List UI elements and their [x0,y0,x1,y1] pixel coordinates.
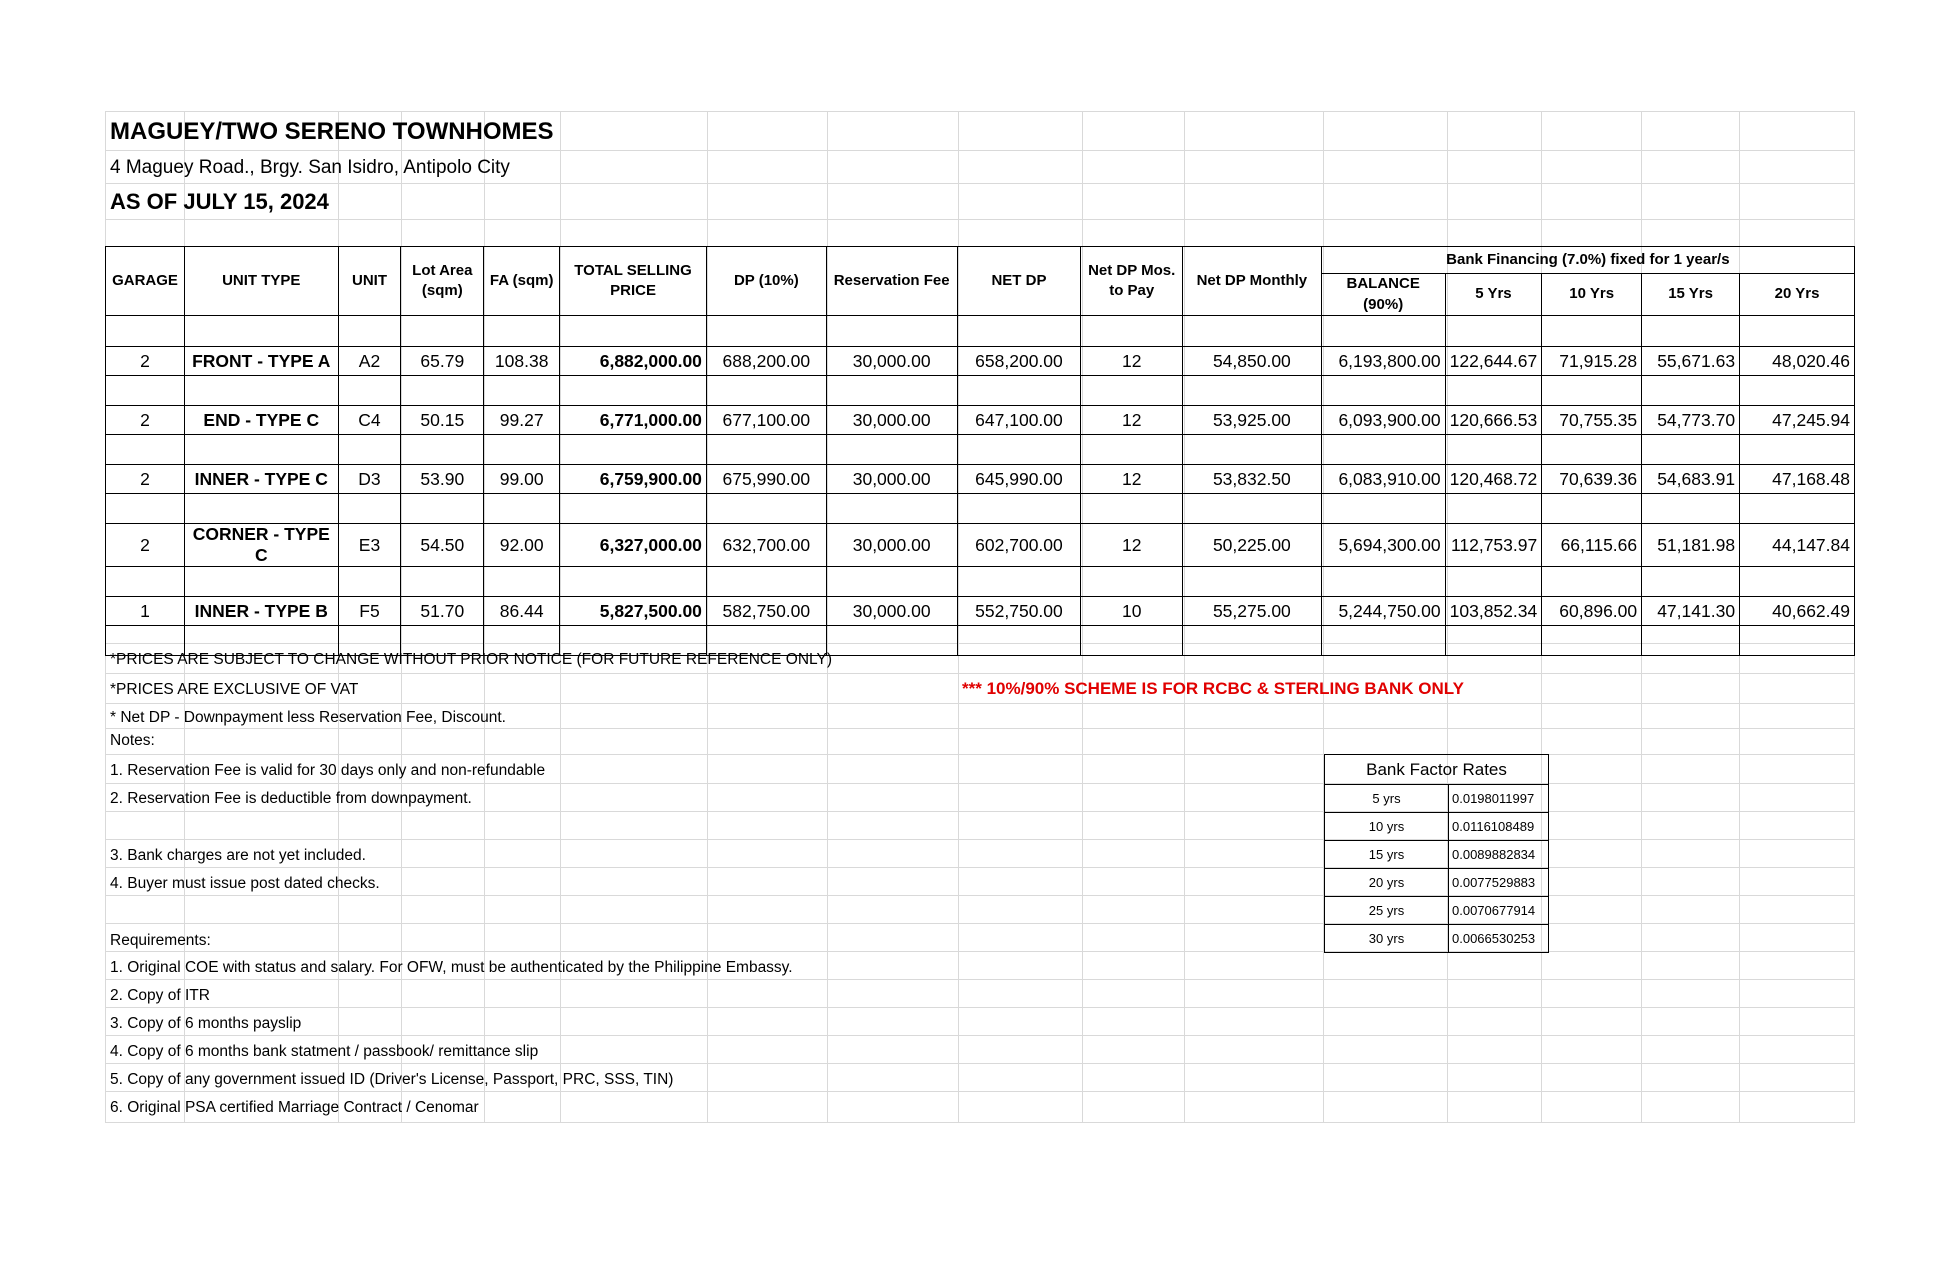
cell-net-dp-mos: 10 [1081,597,1183,626]
cell-lot-area: 50.15 [401,406,484,435]
factor-rate: 0.0077529883 [1449,869,1549,897]
cell-20-yrs: 48,020.46 [1740,347,1855,376]
cell-garage: 2 [106,406,185,435]
cell-net-dp-monthly: 53,832.50 [1183,465,1322,494]
price-table [105,246,1855,656]
cell-unit: E3 [338,524,401,567]
cell-reservation-fee: 30,000.00 [826,597,957,626]
cell-total-selling-price: 6,759,900.00 [560,465,707,494]
page-title: MAGUEY/TWO SERENO TOWNHOMES [110,118,554,145]
cell-garage: 2 [106,524,185,567]
cell-lot-area: 65.79 [401,347,484,376]
spacer-row [106,567,1855,597]
cell-net-dp-monthly: 50,225.00 [1183,524,1322,567]
col-header-fa: FA (sqm) [484,247,560,316]
gridline [105,728,1855,729]
factor-term: 15 yrs [1325,841,1449,869]
cell-5-yrs: 103,852.34 [1445,597,1542,626]
gridline [105,811,1855,812]
notes-label: Notes: [110,732,155,749]
col-header-net-dp-mos: Net DP Mos. to Pay [1081,247,1183,316]
cell-unit-type: END - TYPE C [184,406,338,435]
table-row [106,597,1855,626]
factor-term: 20 yrs [1325,869,1449,897]
cell-lot-area: 54.50 [401,524,484,567]
col-header-15-yrs: 15 Yrs [1642,274,1740,316]
requirement-item: 2. Copy of ITR [110,987,210,1004]
table-row [106,465,1855,494]
cell-balance: 6,193,800.00 [1321,347,1445,376]
vat-notice: *PRICES ARE EXCLUSIVE OF VAT [110,681,359,698]
cell-fa: 99.00 [484,465,560,494]
cell-net-dp-monthly: 53,925.00 [1183,406,1322,435]
gridline [105,979,1855,980]
factor-row [1325,841,1549,869]
cell-unit-type: FRONT - TYPE A [184,347,338,376]
factor-row [1325,813,1549,841]
cell-reservation-fee: 30,000.00 [826,347,957,376]
cell-garage: 2 [106,465,185,494]
cell-fa: 86.44 [484,597,560,626]
cell-unit: A2 [338,347,401,376]
cell-unit: D3 [338,465,401,494]
requirement-item: 3. Copy of 6 months payslip [110,1015,302,1032]
gridline [105,783,1855,784]
note-item: 4. Buyer must issue post dated checks. [110,875,380,892]
cell-fa: 92.00 [484,524,560,567]
col-header-net-dp: NET DP [957,247,1081,316]
as-of-date: AS OF JULY 15, 2024 [110,189,329,214]
table-header-row [106,247,1855,274]
factor-term: 5 yrs [1325,785,1449,813]
cell-fa: 108.38 [484,347,560,376]
cell-net-dp-mos: 12 [1081,406,1183,435]
cell-net-dp-monthly: 54,850.00 [1183,347,1322,376]
col-header-unit-type: UNIT TYPE [184,247,338,316]
cell-total-selling-price: 6,882,000.00 [560,347,707,376]
spacer-row [106,316,1855,347]
col-header-total-selling-price: TOTAL SELLING PRICE [560,247,707,316]
cell-5-yrs: 122,644.67 [1445,347,1542,376]
cell-garage: 2 [106,347,185,376]
cell-10-yrs: 70,639.36 [1542,465,1642,494]
col-header-garage: GARAGE [106,247,185,316]
cell-dp: 582,750.00 [706,597,826,626]
spacer-row [106,494,1855,524]
cell-lot-area: 51.70 [401,597,484,626]
cell-10-yrs: 70,755.35 [1542,406,1642,435]
note-item: 2. Reservation Fee is deductible from downpayment. [110,790,472,807]
gridline [105,1091,1855,1092]
gridline [105,111,1855,112]
cell-dp: 677,100.00 [706,406,826,435]
cell-reservation-fee: 30,000.00 [826,465,957,494]
gridline [105,754,1855,755]
spreadsheet-page [105,111,1855,1123]
cell-net-dp: 658,200.00 [957,347,1081,376]
requirement-item: 4. Copy of 6 months bank statment / passbook/ remittance slip [110,1043,539,1060]
col-header-10-yrs: 10 Yrs [1542,274,1642,316]
cell-net-dp: 647,100.00 [957,406,1081,435]
gridline [105,839,1855,840]
cell-15-yrs: 54,683.91 [1642,465,1740,494]
col-header-reservation-fee: Reservation Fee [826,247,957,316]
cell-20-yrs: 47,168.48 [1740,465,1855,494]
gridline [105,951,1855,952]
cell-20-yrs: 47,245.94 [1740,406,1855,435]
requirement-item: 6. Original PSA certified Marriage Contract / Cenomar [110,1099,479,1116]
gridline [105,703,1855,704]
cell-5-yrs: 120,468.72 [1445,465,1542,494]
factor-row [1325,897,1549,925]
spacer-row [106,435,1855,465]
cell-total-selling-price: 6,771,000.00 [560,406,707,435]
cell-10-yrs: 71,915.28 [1542,347,1642,376]
factor-rate: 0.0070677914 [1449,897,1549,925]
col-header-net-dp-monthly: Net DP Monthly [1183,247,1322,316]
bank-factor-rates-title: Bank Factor Rates [1325,755,1549,785]
col-header-5-yrs: 5 Yrs [1445,274,1542,316]
gridline [105,1035,1855,1036]
cell-balance: 5,694,300.00 [1321,524,1445,567]
cell-fa: 99.27 [484,406,560,435]
factor-term: 10 yrs [1325,813,1449,841]
cell-unit: C4 [338,406,401,435]
gridline [105,895,1855,896]
factor-term: 30 yrs [1325,925,1449,953]
requirement-item: 5. Copy of any government issued ID (Driver's License, Passport, PRC, SSS, TIN) [110,1071,674,1088]
cell-total-selling-price: 6,327,000.00 [560,524,707,567]
bank-scheme-notice: *** 10%/90% SCHEME IS FOR RCBC & STERLING BANK ONLY [962,679,1464,698]
cell-lot-area: 53.90 [401,465,484,494]
col-header-bank-financing: Bank Financing (7.0%) fixed for 1 year/s [1321,247,1854,274]
gridline [105,673,1855,674]
net-dp-definition: * Net DP - Downpayment less Reservation Fee, Discount. [110,709,506,726]
cell-15-yrs: 47,141.30 [1642,597,1740,626]
cell-net-dp: 552,750.00 [957,597,1081,626]
factor-row [1325,785,1549,813]
cell-net-dp-mos: 12 [1081,524,1183,567]
table-row [106,406,1855,435]
gridline [105,183,1855,184]
cell-15-yrs: 54,773.70 [1642,406,1740,435]
cell-dp: 675,990.00 [706,465,826,494]
cell-5-yrs: 120,666.53 [1445,406,1542,435]
gridline [105,1007,1855,1008]
col-header-dp: DP (10%) [706,247,826,316]
cell-net-dp-monthly: 55,275.00 [1183,597,1322,626]
gridline [105,1122,1855,1123]
cell-dp: 688,200.00 [706,347,826,376]
cell-10-yrs: 60,896.00 [1542,597,1642,626]
table-row [106,524,1855,567]
table-row [106,347,1855,376]
cell-reservation-fee: 30,000.00 [826,524,957,567]
factor-rate: 0.0198011997 [1449,785,1549,813]
cell-dp: 632,700.00 [706,524,826,567]
cell-net-dp: 645,990.00 [957,465,1081,494]
note-item: 3. Bank charges are not yet included. [110,847,366,864]
cell-net-dp-mos: 12 [1081,465,1183,494]
cell-total-selling-price: 5,827,500.00 [560,597,707,626]
col-header-balance: BALANCE (90%) [1321,274,1445,316]
cell-10-yrs: 66,115.66 [1542,524,1642,567]
cell-balance: 6,093,900.00 [1321,406,1445,435]
factor-term: 25 yrs [1325,897,1449,925]
col-header-20-yrs: 20 Yrs [1740,274,1855,316]
cell-garage: 1 [106,597,185,626]
factor-row [1325,925,1549,953]
cell-net-dp: 602,700.00 [957,524,1081,567]
cell-15-yrs: 55,671.63 [1642,347,1740,376]
gridline [105,150,1855,151]
factor-rate: 0.0116108489 [1449,813,1549,841]
gridline [105,867,1855,868]
factor-row [1325,869,1549,897]
requirement-item: 1. Original COE with status and salary. For OFW, must be authenticated by the Philippine Embassy. [110,959,793,976]
gridline [105,923,1855,924]
factor-rate: 0.0066530253 [1449,925,1549,953]
cell-reservation-fee: 30,000.00 [826,406,957,435]
cell-unit-type: CORNER - TYPE C [184,524,338,567]
cell-unit: F5 [338,597,401,626]
factor-rate: 0.0089882834 [1449,841,1549,869]
requirements-label: Requirements: [110,932,211,949]
cell-15-yrs: 51,181.98 [1642,524,1740,567]
note-item: 1. Reservation Fee is valid for 30 days only and non-refundable [110,762,546,779]
cell-20-yrs: 44,147.84 [1740,524,1855,567]
cell-balance: 5,244,750.00 [1321,597,1445,626]
price-change-notice: *PRICES ARE SUBJECT TO CHANGE WITHOUT PRIOR NOTICE (FOR FUTURE REFERENCE ONLY) [110,651,832,668]
cell-balance: 6,083,910.00 [1321,465,1445,494]
cell-5-yrs: 112,753.97 [1445,524,1542,567]
project-address: 4 Maguey Road., Brgy. San Isidro, Antipolo City [110,157,510,178]
col-header-unit: UNIT [338,247,401,316]
cell-unit-type: INNER - TYPE C [184,465,338,494]
gridline [105,1063,1855,1064]
gridline [105,219,1855,220]
col-header-lot-area: Lot Area (sqm) [401,247,484,316]
bank-factor-rates-table [1324,754,1549,953]
spacer-row [106,376,1855,406]
cell-net-dp-mos: 12 [1081,347,1183,376]
cell-unit-type: INNER - TYPE B [184,597,338,626]
cell-20-yrs: 40,662.49 [1740,597,1855,626]
